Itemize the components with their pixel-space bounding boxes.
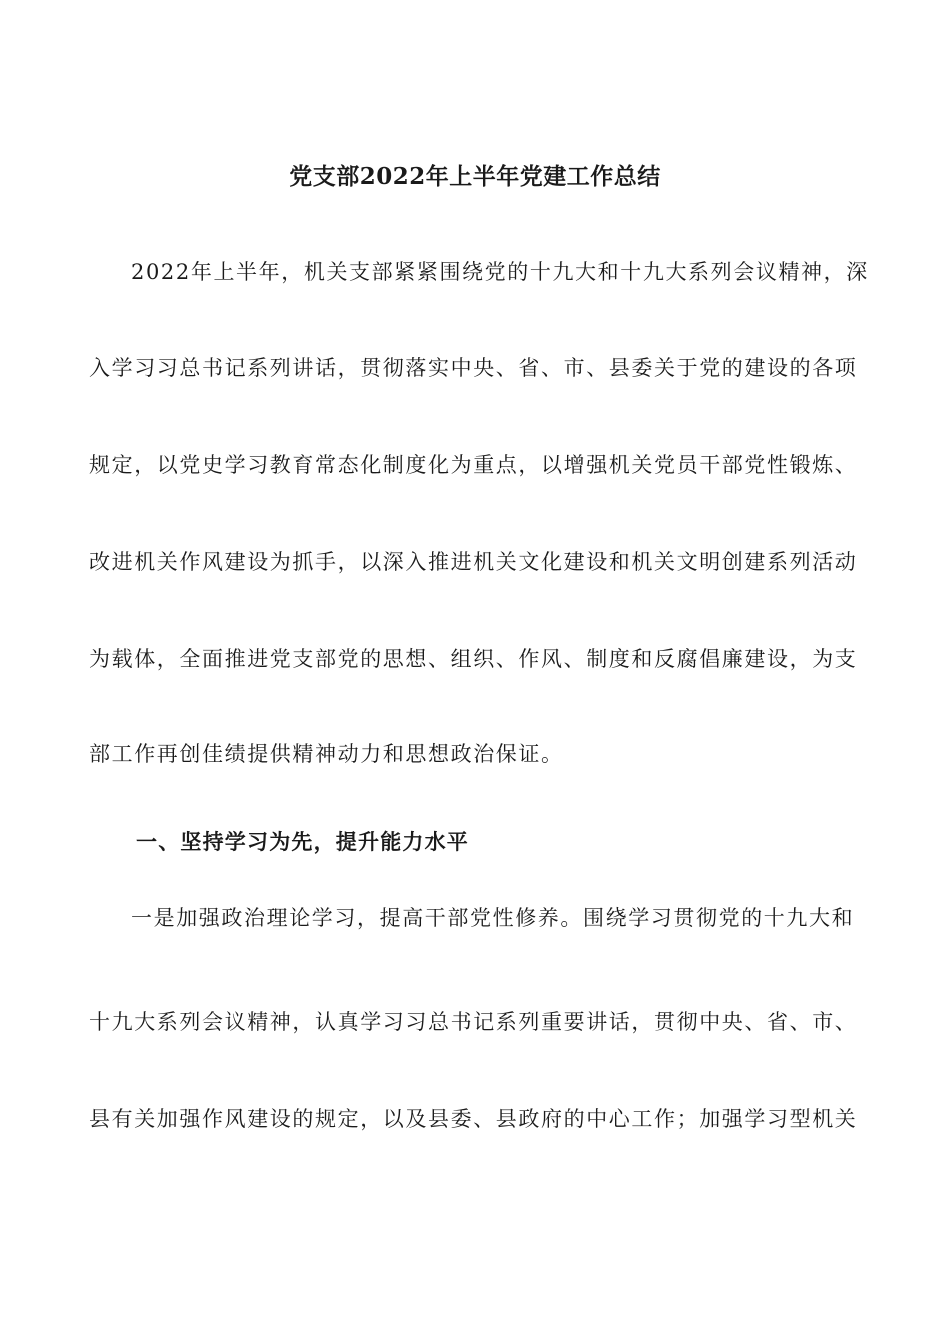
document-title: 党支部2022年上半年党建工作总结 <box>289 163 661 190</box>
paragraph-1-line-4: 改进机关作风建设为抓手，以深入推进机关文化建设和机关文明创建系列活动 <box>89 550 858 574</box>
section-1-heading: 一、坚持学习为先，提升能力水平 <box>136 829 469 854</box>
paragraph-1-line-1: 2022年上半年，机关支部紧紧围绕党的十九大和十九大系列会议精神，深 <box>131 260 869 284</box>
paragraph-1-line-5: 为载体，全面推进党支部党的思想、组织、作风、制度和反腐倡廉建设，为支 <box>89 647 858 671</box>
paragraph-1-line-6: 部工作再创佳绩提供精神动力和思想政治保证。 <box>89 742 564 766</box>
paragraph-2-line-3: 县有关加强作风建设的规定，以及县委、县政府的中心工作；加强学习型机关 <box>89 1107 858 1131</box>
paragraph-1-line-2: 入学习习总书记系列讲话，贯彻落实中央、省、市、县委关于党的建设的各项 <box>89 356 858 380</box>
paragraph-2-line-1: 一是加强政治理论学习，提高干部党性修养。围绕学习贯彻党的十九大和 <box>131 906 855 930</box>
paragraph-2-line-2: 十九大系列会议精神，认真学习习总书记系列重要讲话，贯彻中央、省、市、 <box>89 1010 858 1034</box>
paragraph-1-line-3: 规定，以党史学习教育常态化制度化为重点，以增强机关党员干部党性锻炼、 <box>89 453 858 477</box>
